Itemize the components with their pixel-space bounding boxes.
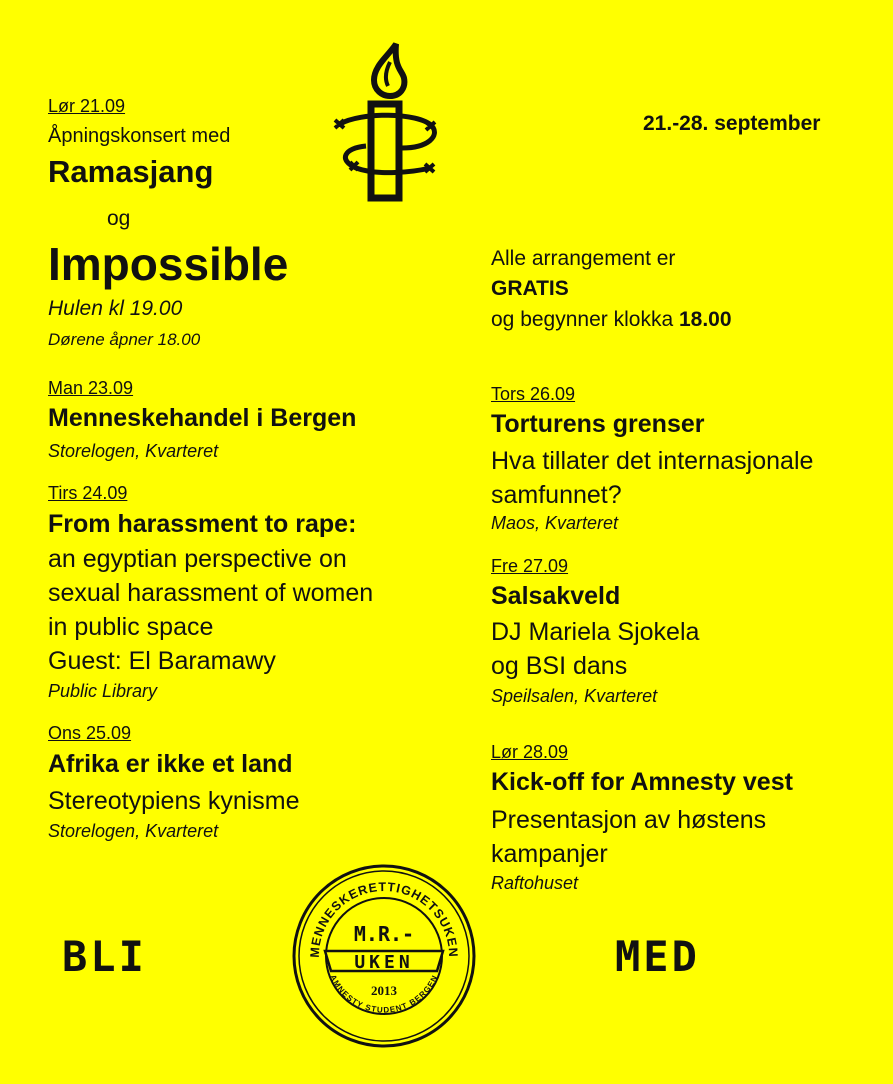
event-date: Tirs 24.09 <box>48 483 128 503</box>
event-desc: Hva tillater det internasjonale <box>491 447 814 475</box>
event-title: Salsakveld <box>491 582 621 610</box>
footer-bli: BLI <box>62 932 147 981</box>
svg-text:MENNESKERETTIGHETSUKEN <box>308 880 460 958</box>
event-location: Storelogen, Kvarteret <box>48 821 219 841</box>
opening-intro: Åpningskonsert med <box>48 125 231 147</box>
event-title: Menneskehandel i Bergen <box>48 404 357 432</box>
info-line1: Alle arrangement er <box>491 247 676 270</box>
footer-med: MED <box>615 932 700 981</box>
badge-arc-text: MENNESKERETTIGHETSUKEN <box>307 879 461 959</box>
event-title: From harassment to rape: <box>48 510 357 538</box>
band-ramasjang: Ramasjang <box>48 154 214 189</box>
event-dates: 21.-28. september <box>643 112 821 135</box>
event-desc: og BSI dans <box>491 652 628 680</box>
event-date: Man 23.09 <box>48 378 134 398</box>
event-location: Raftohuset <box>491 873 579 893</box>
event-title: Afrika er ikke et land <box>48 750 293 778</box>
badge-year: 2013 <box>371 983 397 998</box>
event-location: Speilsalen, Kvarteret <box>491 686 658 706</box>
badge-mr: M.R.- <box>353 922 415 946</box>
info-line3-text: og begynner klokka <box>491 308 674 331</box>
badge-bottom-text: AMNESTY STUDENT BERGEN <box>328 973 440 1015</box>
mr-uken-badge <box>291 863 477 1049</box>
og-connector: og <box>107 207 131 230</box>
event-date: Fre 27.09 <box>491 556 569 576</box>
info-line3 <box>491 308 732 332</box>
event-desc: Stereotypiens kynisme <box>48 787 300 815</box>
event-desc: Guest: El Baramawy <box>48 647 276 675</box>
badge-uken: UKEN <box>354 952 414 973</box>
info-gratis: GRATIS <box>491 277 569 300</box>
event-title: Torturens grenser <box>491 410 705 438</box>
event-desc: DJ Mariela Sjokela <box>491 618 700 646</box>
opening-venue: Hulen kl 19.00 <box>48 297 183 320</box>
band-impossible: Impossible <box>48 238 289 290</box>
event-desc: Presentasjon av høstens <box>491 806 767 834</box>
event-desc: in public space <box>48 613 214 641</box>
event-location: Maos, Kvarteret <box>491 513 619 533</box>
event-desc: kampanjer <box>491 840 608 868</box>
event-title: Kick-off for Amnesty vest <box>491 768 793 796</box>
event-date: Lør 28.09 <box>491 742 569 762</box>
opening-doors: Dørene åpner 18.00 <box>48 330 201 349</box>
event-date: Ons 25.09 <box>48 723 132 743</box>
info-time: 18.00 <box>678 308 732 331</box>
opening-date: Lør 21.09 <box>48 96 126 116</box>
amnesty-candle-icon <box>330 40 440 205</box>
event-desc: an egyptian perspective on <box>48 545 347 573</box>
event-date: Tors 26.09 <box>491 384 576 404</box>
event-desc: sexual harassment of women <box>48 579 374 607</box>
event-location: Storelogen, Kvarteret <box>48 441 219 461</box>
event-location: Public Library <box>48 681 158 701</box>
event-desc: samfunnet? <box>491 481 622 509</box>
